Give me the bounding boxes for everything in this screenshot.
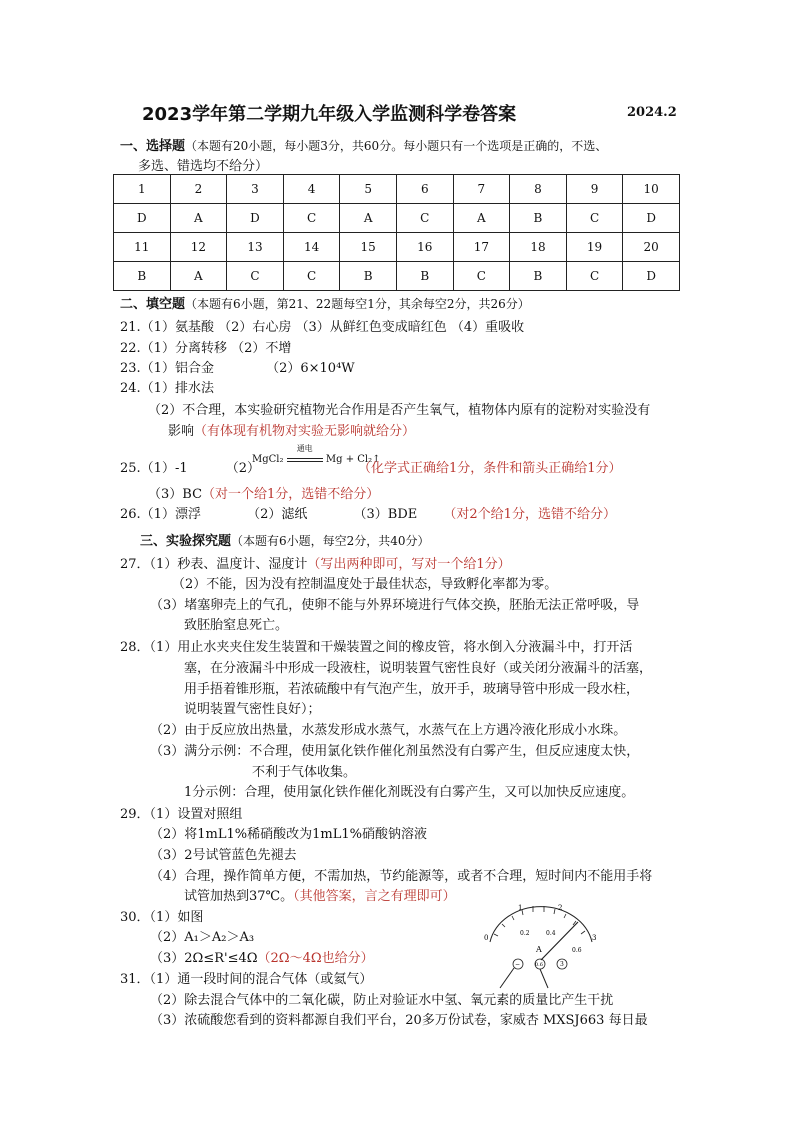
ammeter-scale-arc bbox=[490, 907, 592, 942]
scale-label: 0.6 bbox=[572, 947, 582, 954]
section-1-heading: 一、选择题 bbox=[120, 139, 186, 154]
answer-28-1: 28．（1）用止水夹夹住发生装置和干燥装置之间的橡皮管，将水倒入分液漏斗中，打开活 bbox=[120, 640, 633, 655]
answer-31-2: （2）除去混合气体中的二氧化碳，防止对验证水中氢、氧元素的质量比产生干扰 bbox=[150, 993, 614, 1008]
table-cell: C bbox=[566, 262, 623, 291]
table-cell: 2 bbox=[170, 175, 227, 204]
answer-26-3: （3）BDE bbox=[353, 507, 418, 522]
table-cell: A bbox=[170, 262, 227, 291]
ammeter-needle bbox=[541, 922, 578, 960]
answer-24-2: （2）不合理，本实验研究植物光合作用是否产生氧气，植物体内原有的淀粉对实验没有 bbox=[148, 403, 651, 418]
answer-26-1: 26.（1）漂浮 bbox=[120, 507, 201, 522]
scoring-note: （对一个给1分，选错不给分） bbox=[202, 487, 380, 502]
answer-29-2: （2）将1mL1%稀硝酸改为1mL1%硝酸钠溶液 bbox=[150, 827, 427, 842]
answer-29-4-text: 试管加热到37℃。 bbox=[184, 889, 294, 904]
answer-26-2: （2）滤纸 bbox=[247, 507, 308, 522]
date-label: 2024.2 bbox=[627, 105, 677, 120]
ammeter-diagram bbox=[482, 900, 600, 992]
answer-22: 22.（1）分离转移 （2）不增 bbox=[120, 341, 292, 356]
table-cell: B bbox=[510, 262, 567, 291]
equation-reactant: MgCl₂ bbox=[252, 454, 284, 465]
section-3-heading: 三、实验探究题 bbox=[140, 534, 232, 549]
table-cell: 12 bbox=[170, 233, 227, 262]
terminal-label: − bbox=[515, 961, 521, 968]
section-1-note: （本题有20小题，每小题3分，共60分。每小题只有一个选项是正确的，不选、 bbox=[185, 139, 608, 153]
table-cell: 18 bbox=[510, 233, 567, 262]
table-cell: 16 bbox=[396, 233, 453, 262]
table-cell: 20 bbox=[623, 233, 680, 262]
wire-left bbox=[500, 968, 514, 988]
answer-28-1-cont: 塞，在分液漏斗中形成一段液柱，说明装置气密性良好（或关闭分液漏斗的活塞， bbox=[184, 661, 653, 676]
table-cell: D bbox=[227, 204, 284, 233]
table-cell: C bbox=[453, 262, 510, 291]
table-cell: D bbox=[114, 204, 171, 233]
answer-29-1: 29．（1）设置对照组 bbox=[120, 807, 243, 822]
answer-21: 21.（1）氨基酸 （2）右心房 （3）从鲜红色变成暗红色 （4）重吸收 bbox=[120, 320, 525, 335]
answer-25-1: 25.（1）-1 bbox=[120, 461, 188, 476]
table-cell: C bbox=[227, 262, 284, 291]
table-cell: C bbox=[283, 262, 340, 291]
table-cell: D bbox=[623, 204, 680, 233]
table-cell: 7 bbox=[453, 175, 510, 204]
answer-29-4: （4）合理，操作简单方便，不需加热，节约能源等，或者不合理，短时间内不能用手将 bbox=[150, 869, 653, 884]
table-cell: C bbox=[283, 204, 340, 233]
answer-31-3: （3）浓硫酸您看到的资料都源自我们平台，20多万份试卷，家威杏 MXSJ663 每日最 bbox=[150, 1013, 648, 1028]
table-cell: 10 bbox=[623, 175, 680, 204]
equation-condition: 通电 bbox=[296, 444, 313, 453]
answer-28-2: （2）由于反应放出热量，水蒸发形成水蒸气，水蒸气在上方遇冷液化形成小水珠。 bbox=[150, 723, 627, 738]
scale-label: 0 bbox=[484, 934, 489, 942]
scale-label: 3 bbox=[592, 934, 597, 942]
table-cell: B bbox=[340, 262, 397, 291]
table-cell: 14 bbox=[283, 233, 340, 262]
answer-25 bbox=[120, 457, 260, 476]
table-cell: C bbox=[396, 204, 453, 233]
table-cell: B bbox=[510, 204, 567, 233]
answer-28-1-cont: 用手捂着锥形瓶，若浓硫酸中有气泡产生，放开手，玻璃导管中形成一段水柱， bbox=[184, 682, 640, 697]
equation-products: Mg + Cl₂↑ bbox=[325, 454, 381, 465]
table-cell: 6 bbox=[396, 175, 453, 204]
scale-label: 2 bbox=[558, 904, 563, 912]
table-cell: A bbox=[453, 204, 510, 233]
section-3-header bbox=[140, 530, 430, 549]
answer-24-2-cont bbox=[168, 420, 415, 439]
answer-30-3 bbox=[150, 947, 374, 966]
table-cell: 5 bbox=[340, 175, 397, 204]
table-cell: 11 bbox=[114, 233, 171, 262]
scale-label: 0.4 bbox=[546, 930, 556, 937]
table-row bbox=[114, 233, 680, 262]
answer-25-2-label: （2） bbox=[225, 461, 261, 476]
scale-label: 1 bbox=[518, 904, 523, 912]
table-cell: A bbox=[170, 204, 227, 233]
wire-right bbox=[540, 969, 548, 988]
answer-24-1: 24.（1）排水法 bbox=[120, 381, 214, 396]
table-cell: 9 bbox=[566, 175, 623, 204]
answer-25-3 bbox=[148, 483, 379, 502]
section-2-header bbox=[120, 293, 530, 312]
answer-27-2: （2）不能，因为没有控制温度处于最佳状态，导致孵化率都为零。 bbox=[172, 577, 558, 592]
terminal-label: 3 bbox=[560, 961, 564, 968]
table-cell: 1 bbox=[114, 175, 171, 204]
answer-table bbox=[113, 174, 680, 291]
table-row bbox=[114, 175, 680, 204]
answer-28-3: （3）满分示例：不合理，使用氯化铁作催化剂虽然没有白雾产生，但反应速度太快， bbox=[150, 744, 640, 759]
equation-arrow bbox=[287, 444, 323, 462]
table-cell: 13 bbox=[227, 233, 284, 262]
table-cell: B bbox=[396, 262, 453, 291]
table-cell: 8 bbox=[510, 175, 567, 204]
section-1-header bbox=[120, 135, 607, 154]
unit-label: A bbox=[536, 945, 542, 954]
answer-28-3-cont: 不利于气体收集。 bbox=[252, 765, 357, 780]
answer-23-1: 23.（1）铝合金 bbox=[120, 361, 214, 376]
table-row bbox=[114, 204, 680, 233]
table-cell: B bbox=[114, 262, 171, 291]
table-cell: A bbox=[340, 204, 397, 233]
table-cell: 17 bbox=[453, 233, 510, 262]
table-cell: C bbox=[566, 204, 623, 233]
section-1-note-2: 多选、错选均不给分） bbox=[138, 159, 269, 174]
scoring-note: （其他答案，言之有理即可） bbox=[293, 889, 456, 904]
answer-27-1-text: 27．（1）秒表、温度计、湿度计 bbox=[120, 557, 308, 572]
answer-26 bbox=[120, 503, 616, 522]
scoring-note: （有体现有机物对实验无影响就给分） bbox=[194, 424, 416, 439]
section-2-note: （本题有6小题，第21、22题每空1分，其余每空2分，共26分） bbox=[185, 297, 530, 311]
table-cell: 3 bbox=[227, 175, 284, 204]
answer-28-3-alt: 1分示例：合理，使用氯化铁作催化剂既没有白雾产生，又可以加快反应速度。 bbox=[184, 785, 635, 800]
section-2-heading: 二、填空题 bbox=[120, 297, 186, 312]
answer-30-2: （2）A₁＞A₂＞A₃ bbox=[150, 930, 255, 945]
scoring-note: （化学式正确给1分，条件和箭头正确给1分） bbox=[358, 461, 622, 476]
answer-27-1 bbox=[120, 553, 511, 572]
answer-30-3-text: （3）2Ω≤R'≤4Ω bbox=[150, 951, 258, 966]
answer-28-1-cont: 说明装置气密性良好）； bbox=[184, 702, 321, 717]
scoring-note: （对2个给1分，选错不给分） bbox=[443, 507, 616, 522]
page-title: 2023学年第二学期九年级入学监测科学卷答案 bbox=[142, 104, 517, 125]
section-3-note: （本题有6小题，每空2分，共40分） bbox=[231, 534, 430, 548]
table-cell: 19 bbox=[566, 233, 623, 262]
table-row bbox=[114, 262, 680, 291]
table-cell: 15 bbox=[340, 233, 397, 262]
answer-25-3-text: （3）BC bbox=[148, 487, 203, 502]
answer-29-4-cont bbox=[184, 885, 456, 904]
answer-31-1: 31．（1）通一段时间的混合气体（或氦气） bbox=[120, 972, 373, 987]
scale-label: 0.2 bbox=[520, 930, 530, 937]
answer-27-3: （3）堵塞卵壳上的气孔，使卵不能与外界环境进行气体交换，胚胎无法正常呼吸，导 bbox=[150, 598, 640, 613]
table-cell: 4 bbox=[283, 175, 340, 204]
answer-30-1: 30．（1）如图 bbox=[120, 910, 204, 925]
answer-27-3-cont: 致胚胎窒息死亡。 bbox=[184, 618, 289, 633]
scoring-note: （2Ω～4Ω也给分） bbox=[257, 951, 374, 966]
answer-24-2-text: 影响 bbox=[168, 424, 195, 439]
terminal-label: 0.6 bbox=[535, 962, 543, 968]
answer-23-2: （2）6×10⁴W bbox=[266, 361, 355, 376]
ammeter-ticks bbox=[494, 906, 585, 936]
table-cell: D bbox=[623, 262, 680, 291]
answer-29-3: （3）2号试管蓝色先褪去 bbox=[150, 848, 297, 863]
answer-23 bbox=[120, 357, 355, 376]
scoring-note: （写出两种即可，写对一个给1分） bbox=[307, 557, 511, 572]
